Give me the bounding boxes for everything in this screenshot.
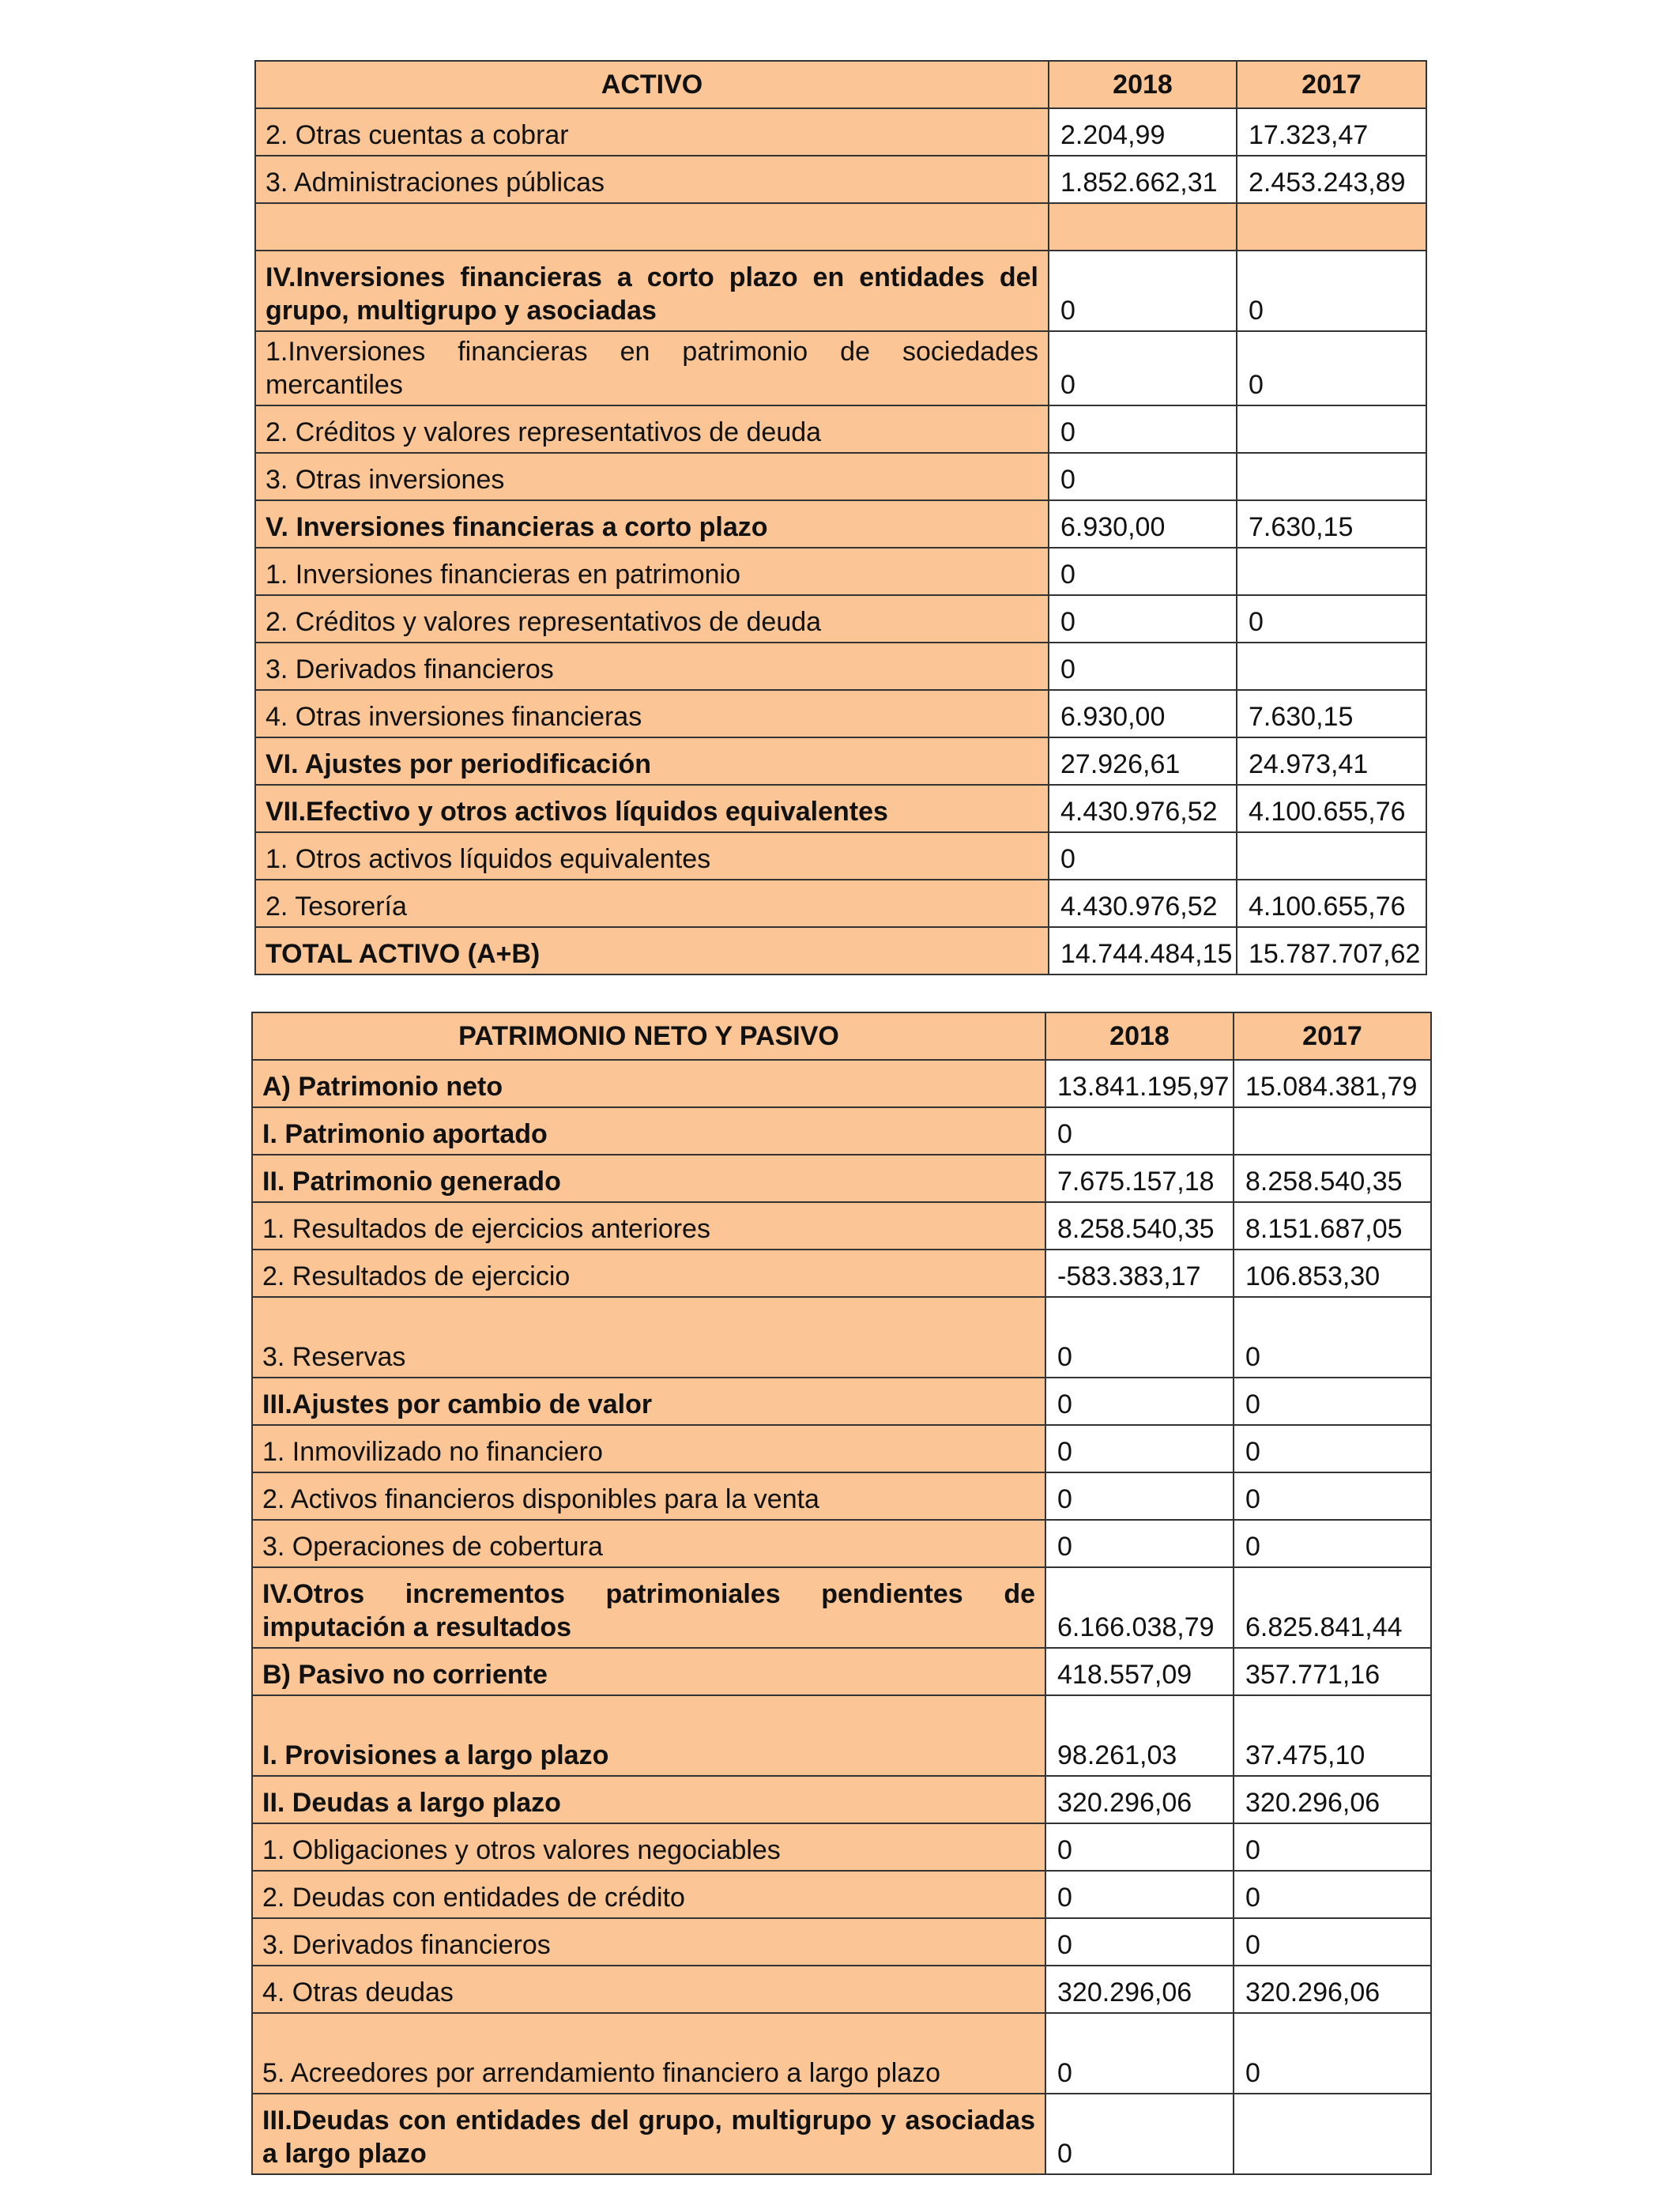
value-2018: 0 bbox=[1049, 453, 1237, 500]
value-2018: 320.296,06 bbox=[1045, 1966, 1234, 2013]
row-label: II. Patrimonio generado bbox=[252, 1155, 1045, 1202]
value-2018: 0 bbox=[1045, 1472, 1234, 1520]
row-label: 1. Otros activos líquidos equivalentes bbox=[255, 832, 1049, 880]
value-2018: 0 bbox=[1049, 643, 1237, 690]
value-2017: 7.630,15 bbox=[1237, 500, 1426, 548]
value-2018: 0 bbox=[1049, 331, 1237, 405]
row-label: 1. Resultados de ejercicios anteriores bbox=[252, 1202, 1045, 1250]
row-label: 2. Resultados de ejercicio bbox=[252, 1250, 1045, 1297]
row-label: B) Pasivo no corriente bbox=[252, 1648, 1045, 1695]
value-2017 bbox=[1237, 832, 1426, 880]
value-2017: 4.100.655,76 bbox=[1237, 785, 1426, 832]
value-2018: 0 bbox=[1049, 595, 1237, 643]
value-2018: 4.430.976,52 bbox=[1049, 880, 1237, 927]
value-2017 bbox=[1237, 203, 1426, 251]
row-label: 5. Acreedores por arrendamiento financiero a largo plazo bbox=[252, 2013, 1045, 2094]
table-row bbox=[252, 2094, 1431, 2174]
row-label bbox=[255, 203, 1049, 251]
value-2017: 320.296,06 bbox=[1234, 1966, 1431, 2013]
pasivo-header-label: PATRIMONIO NETO Y PASIVO bbox=[252, 1012, 1045, 1060]
value-2017 bbox=[1237, 453, 1426, 500]
row-label: V. Inversiones financieras a corto plazo bbox=[255, 500, 1049, 548]
row-label: III.Deudas con entidades del grupo, multigrupo y asociadas a largo plazo bbox=[252, 2094, 1045, 2174]
value-2018: 14.744.484,15 bbox=[1049, 927, 1237, 974]
table-row bbox=[252, 2013, 1431, 2094]
value-2017: 0 bbox=[1237, 251, 1426, 331]
table-row bbox=[252, 1060, 1431, 1107]
row-label: 3. Reservas bbox=[252, 1297, 1045, 1378]
table-row bbox=[255, 405, 1426, 453]
value-2018: 0 bbox=[1045, 1378, 1234, 1425]
pasivo-table bbox=[251, 1012, 1432, 2175]
value-2018: 1.852.662,31 bbox=[1049, 156, 1237, 203]
row-label: 4. Otras deudas bbox=[252, 1966, 1045, 2013]
value-2017: 15.787.707,62 bbox=[1237, 927, 1426, 974]
value-2017: 0 bbox=[1234, 1297, 1431, 1378]
table-row bbox=[255, 203, 1426, 251]
table-row bbox=[252, 1472, 1431, 1520]
table-row bbox=[252, 1695, 1431, 1776]
activo-header-row bbox=[255, 61, 1426, 108]
activo-table bbox=[254, 60, 1427, 975]
row-label: 3. Derivados financieros bbox=[252, 1918, 1045, 1966]
row-label: VII.Efectivo y otros activos líquidos equivalentes bbox=[255, 785, 1049, 832]
value-2017: 0 bbox=[1234, 1918, 1431, 1966]
table-row bbox=[255, 832, 1426, 880]
value-2017: 4.100.655,76 bbox=[1237, 880, 1426, 927]
row-label: 1. Inversiones financieras en patrimonio bbox=[255, 548, 1049, 595]
table-row bbox=[252, 1648, 1431, 1695]
row-label: I. Patrimonio aportado bbox=[252, 1107, 1045, 1155]
row-label: A) Patrimonio neto bbox=[252, 1060, 1045, 1107]
row-label: 3. Administraciones públicas bbox=[255, 156, 1049, 203]
value-2018: 0 bbox=[1049, 405, 1237, 453]
row-label: 3. Otras inversiones bbox=[255, 453, 1049, 500]
value-2018: 4.430.976,52 bbox=[1049, 785, 1237, 832]
value-2017: 0 bbox=[1234, 2013, 1431, 2094]
table-row bbox=[252, 1966, 1431, 2013]
value-2017: 0 bbox=[1234, 1520, 1431, 1567]
row-label: TOTAL ACTIVO (A+B) bbox=[255, 927, 1049, 974]
value-2018: 0 bbox=[1045, 1520, 1234, 1567]
value-2018: 6.930,00 bbox=[1049, 500, 1237, 548]
value-2018: 8.258.540,35 bbox=[1045, 1202, 1234, 1250]
row-label: 2. Créditos y valores representativos de deuda bbox=[255, 595, 1049, 643]
table-row bbox=[255, 927, 1426, 974]
table-row bbox=[255, 643, 1426, 690]
value-2017: 0 bbox=[1234, 1472, 1431, 1520]
value-2018: 6.166.038,79 bbox=[1045, 1567, 1234, 1648]
row-label: 1. Inmovilizado no financiero bbox=[252, 1425, 1045, 1472]
table-row bbox=[252, 1202, 1431, 1250]
value-2017: 320.296,06 bbox=[1234, 1776, 1431, 1823]
value-2017: 0 bbox=[1234, 1378, 1431, 1425]
table-row bbox=[255, 880, 1426, 927]
value-2018: 0 bbox=[1045, 1823, 1234, 1871]
value-2017: 0 bbox=[1234, 1425, 1431, 1472]
table-row bbox=[255, 595, 1426, 643]
table-row bbox=[255, 548, 1426, 595]
value-2018: 0 bbox=[1049, 251, 1237, 331]
table-row bbox=[252, 1250, 1431, 1297]
value-2017: 24.973,41 bbox=[1237, 737, 1426, 785]
table-row bbox=[255, 108, 1426, 156]
table-row bbox=[252, 1918, 1431, 1966]
activo-header-2017: 2017 bbox=[1237, 61, 1426, 108]
table-row bbox=[252, 1378, 1431, 1425]
row-label: III.Ajustes por cambio de valor bbox=[252, 1378, 1045, 1425]
value-2018: 98.261,03 bbox=[1045, 1695, 1234, 1776]
row-label: II. Deudas a largo plazo bbox=[252, 1776, 1045, 1823]
row-label: 2. Deudas con entidades de crédito bbox=[252, 1871, 1045, 1918]
value-2017 bbox=[1237, 548, 1426, 595]
pasivo-header-2018: 2018 bbox=[1045, 1012, 1234, 1060]
table-row bbox=[255, 737, 1426, 785]
value-2017: 106.853,30 bbox=[1234, 1250, 1431, 1297]
table-row bbox=[252, 1107, 1431, 1155]
table-row bbox=[255, 156, 1426, 203]
pasivo-header-row bbox=[252, 1012, 1431, 1060]
activo-header-2018: 2018 bbox=[1049, 61, 1237, 108]
table-row bbox=[255, 690, 1426, 737]
table-row bbox=[255, 500, 1426, 548]
table-row bbox=[255, 453, 1426, 500]
value-2018 bbox=[1049, 203, 1237, 251]
row-label: VI. Ajustes por periodificación bbox=[255, 737, 1049, 785]
value-2018: 7.675.157,18 bbox=[1045, 1155, 1234, 1202]
row-label: 4. Otras inversiones financieras bbox=[255, 690, 1049, 737]
value-2017: 37.475,10 bbox=[1234, 1695, 1431, 1776]
value-2018: 0 bbox=[1045, 1871, 1234, 1918]
value-2018: 6.930,00 bbox=[1049, 690, 1237, 737]
value-2018: 0 bbox=[1045, 1107, 1234, 1155]
table-row bbox=[252, 1520, 1431, 1567]
value-2017: 2.453.243,89 bbox=[1237, 156, 1426, 203]
row-label: IV.Otros incrementos patrimoniales pendientes de imputación a resultados bbox=[252, 1567, 1045, 1648]
value-2017: 0 bbox=[1234, 1823, 1431, 1871]
value-2017: 357.771,16 bbox=[1234, 1648, 1431, 1695]
row-label: 1. Obligaciones y otros valores negociables bbox=[252, 1823, 1045, 1871]
table-row bbox=[252, 1776, 1431, 1823]
value-2017 bbox=[1234, 1107, 1431, 1155]
pasivo-header-2017: 2017 bbox=[1234, 1012, 1431, 1060]
value-2018: 0 bbox=[1049, 548, 1237, 595]
row-label: 2. Tesorería bbox=[255, 880, 1049, 927]
value-2017: 0 bbox=[1234, 1871, 1431, 1918]
table-row bbox=[255, 251, 1426, 331]
row-label: 2. Otras cuentas a cobrar bbox=[255, 108, 1049, 156]
value-2018: 418.557,09 bbox=[1045, 1648, 1234, 1695]
value-2017: 0 bbox=[1237, 595, 1426, 643]
value-2018: 27.926,61 bbox=[1049, 737, 1237, 785]
value-2018: -583.383,17 bbox=[1045, 1250, 1234, 1297]
value-2017: 15.084.381,79 bbox=[1234, 1060, 1431, 1107]
value-2017 bbox=[1237, 405, 1426, 453]
value-2017 bbox=[1234, 2094, 1431, 2174]
row-label: I. Provisiones a largo plazo bbox=[252, 1695, 1045, 1776]
value-2018: 0 bbox=[1045, 2094, 1234, 2174]
value-2017: 7.630,15 bbox=[1237, 690, 1426, 737]
table-row bbox=[252, 1823, 1431, 1871]
table-row bbox=[255, 331, 1426, 405]
row-label: 3. Operaciones de cobertura bbox=[252, 1520, 1045, 1567]
table-row bbox=[252, 1567, 1431, 1648]
table-row bbox=[255, 785, 1426, 832]
value-2018: 13.841.195,97 bbox=[1045, 1060, 1234, 1107]
value-2018: 0 bbox=[1045, 1425, 1234, 1472]
table-row bbox=[252, 1871, 1431, 1918]
activo-header-label: ACTIVO bbox=[255, 61, 1049, 108]
row-label: IV.Inversiones financieras a corto plazo en entidades del grupo, multigrupo y asociadas bbox=[255, 251, 1049, 331]
value-2018: 320.296,06 bbox=[1045, 1776, 1234, 1823]
value-2017: 8.258.540,35 bbox=[1234, 1155, 1431, 1202]
table-row bbox=[252, 1155, 1431, 1202]
value-2017: 6.825.841,44 bbox=[1234, 1567, 1431, 1648]
row-label: 2. Créditos y valores representativos de deuda bbox=[255, 405, 1049, 453]
value-2017 bbox=[1237, 643, 1426, 690]
row-label: 1.Inversiones financieras en patrimonio de sociedades mercantiles bbox=[255, 331, 1049, 405]
table-row bbox=[252, 1297, 1431, 1378]
value-2018: 0 bbox=[1045, 1297, 1234, 1378]
value-2017: 0 bbox=[1237, 331, 1426, 405]
value-2017: 8.151.687,05 bbox=[1234, 1202, 1431, 1250]
value-2018: 2.204,99 bbox=[1049, 108, 1237, 156]
value-2017: 17.323,47 bbox=[1237, 108, 1426, 156]
value-2018: 0 bbox=[1045, 2013, 1234, 2094]
value-2018: 0 bbox=[1045, 1918, 1234, 1966]
row-label: 3. Derivados financieros bbox=[255, 643, 1049, 690]
value-2018: 0 bbox=[1049, 832, 1237, 880]
row-label: 2. Activos financieros disponibles para la venta bbox=[252, 1472, 1045, 1520]
table-row bbox=[252, 1425, 1431, 1472]
